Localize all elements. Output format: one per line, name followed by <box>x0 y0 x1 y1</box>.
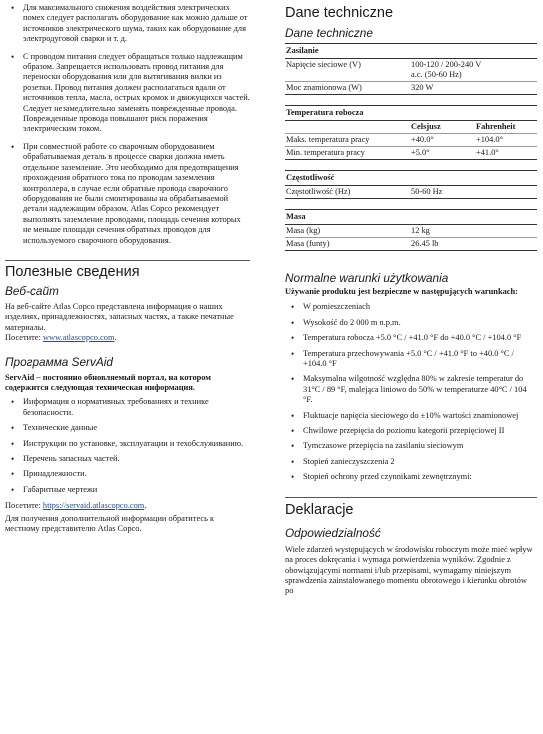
table-row <box>285 121 537 134</box>
mass-kg-value: 12 kg <box>410 225 537 238</box>
conditions-item: • Stopień zanieczyszczenia 2 <box>285 457 537 467</box>
website-text: На веб-сайте Atlas Copco представлена информация о наших изделиях, принадлежностях, запасных частях, а также печатные материалы. <box>5 301 234 332</box>
servaid-list <box>5 397 250 495</box>
max-temp-celsius: +40.0° <box>410 134 475 147</box>
power-value: 320 W <box>410 82 537 95</box>
tech-data-subtitle: Dane techniczne <box>285 26 373 40</box>
conditions-item: • Stopień ochrony przed czynnikami zewnętrznymi: <box>285 472 537 482</box>
left-column <box>5 0 250 534</box>
table-row <box>285 225 537 238</box>
conditions-title: Normalne warunki użytkowania <box>285 271 449 285</box>
declarations-title: Deklaracje <box>285 501 354 518</box>
servaid-item-instructions: • Инструкции по установке, эксплуатации и техобслуживанию. <box>5 439 250 449</box>
frequency-label: Częstotliwość (Hz) <box>285 186 410 199</box>
mass-table-header: Masa <box>285 210 537 225</box>
min-temp-fahrenheit: +41.0° <box>475 147 537 160</box>
table-row <box>285 147 537 160</box>
min-temp-label: Min. temperatura pracy <box>285 147 410 160</box>
servaid-link-suffix: . <box>144 501 147 511</box>
servaid-item-drawings: • Габаритные чертежи <box>5 485 250 495</box>
max-temp-fahrenheit: +104.0° <box>475 134 537 147</box>
voltage-label: Napięcie sieciowe (V) <box>285 59 410 82</box>
servaid-item-safety: • Информация о нормативных требованиях и технике безопасности. <box>5 397 250 418</box>
mass-lb-value: 26.45 lb <box>410 238 537 251</box>
section-divider <box>5 260 250 261</box>
servaid-title: Программа ServAid <box>5 354 113 369</box>
power-table <box>285 43 537 95</box>
website-title: Веб-сайт <box>5 283 59 298</box>
temperature-table <box>285 105 537 160</box>
servaid-item-spare-parts: • Перечень запасных частей. <box>5 454 250 464</box>
table-row <box>285 134 537 147</box>
safety-item-interference: • Для максимального снижения воздействия электрических помех следует располагать оборудование как можно дальше от источников электрического шума, таких как оборудование для электродуговой сварки и т. д. <box>5 3 250 45</box>
frequency-value: 50-60 Hz <box>410 186 537 199</box>
max-temp-label: Maks. temperatura pracy <box>285 134 410 147</box>
conditions-item: • Wysokość do 2 000 m n.p.m. <box>285 318 537 328</box>
celsius-header: Celsjusz <box>410 121 475 134</box>
tech-data-title: Dane techniczne <box>285 5 394 21</box>
conditions-item: • Fluktuacje napięcia sieciowego do ±10% wartości znamionowej <box>285 411 537 421</box>
conditions-item: • Maksymalna wilgotność względna 80% w zakresie temperatur do 31°C / 89 °F, malejąca liniowo do 50% w temperaturze 40°C / 104 °F. <box>285 374 537 405</box>
conditions-list <box>285 302 537 482</box>
servaid-portal-link[interactable]: https://servaid.atlascopco.com <box>42 501 145 511</box>
frequency-table-header: Częstotliwość <box>285 171 537 186</box>
safety-list <box>5 3 250 246</box>
conditions-item: • Tymczasowe przepięcia na zasilaniu sieciowym <box>285 441 537 451</box>
safety-item-power-cord: • С проводом питания следует обращаться только надлежащим образом. Запрещается использовать провод питания для переноски оборудования или для вытягивания вилки из розетки. Провод питания должен располагаться вдали от источников тепла, масла, острых кромок и движущихся частей. Следует незамедлительно заменять поврежденные провода. Поврежденные провода повышают риск поражения электрическим током. <box>5 52 250 135</box>
voltage-value-ac: a.c. (50-60 Hz) <box>411 70 462 79</box>
power-table-header: Zasilanie <box>285 44 537 59</box>
servaid-visit-label: Посетите: <box>5 501 41 511</box>
servaid-outro: Для получения дополнительной информации обратитесь к местному представителю Atlas Copco. <box>5 513 215 534</box>
safety-item-welding-ground: • При совместной работе со сварочным оборудованием обрабатываемая деталь в процессе сварки должна иметь отдельное заземление. Это необходимо для предотвращения прохождения обратного тока по проводам заземления контроллера, в случае если обратные провода сварочного оборудования не были смонтированы на обрабатываемой детали надлежащим образом. Atlas Copco рекомендует выполнять заземление проводами, площадь сечения которых не меньше площади сечения обратных проводов для используемого сварочного оборудования. <box>5 142 250 246</box>
servaid-intro: ServAid – постоянно обновляемый портал, на котором содержится следующая техническая информация. <box>5 372 212 392</box>
section-divider <box>285 497 537 498</box>
conditions-item: • Chwilowe przepięcia do poziomu kategorii przepięciowej II <box>285 426 537 436</box>
conditions-item: • Temperatura robocza +5.0 °C / +41.0 °F do +40.0 °C / +104.0 °F <box>285 333 537 343</box>
conditions-intro: Używanie produktu jest bezpieczne w następujących warunkach: <box>285 287 518 296</box>
website-link-suffix: . <box>114 333 117 343</box>
servaid-item-tech-data: • Технические данные <box>5 423 250 433</box>
right-column <box>285 0 537 597</box>
responsibility-title: Odpowiedzialność <box>285 525 381 540</box>
table-row <box>285 59 537 82</box>
atlascopco-website-link[interactable]: www.atlascopco.com <box>42 333 115 343</box>
power-label: Moc znamionowa (W) <box>285 82 410 95</box>
servaid-visit-line <box>5 501 250 511</box>
min-temp-celsius: +5.0° <box>410 147 475 160</box>
mass-lb-label: Masa (funty) <box>285 238 410 251</box>
servaid-item-accessories: • Принадлежности. <box>5 469 250 479</box>
conditions-item: • W pomieszczeniach <box>285 302 537 312</box>
website-visit-line <box>5 333 250 343</box>
frequency-table <box>285 170 537 199</box>
conditions-item: • Temperatura przechowywania +5.0 °C / +41.0 °F to +40.0 °C / +104.0 °F <box>285 349 537 370</box>
table-row <box>285 238 537 251</box>
temperature-table-header: Temperatura robocza <box>285 106 537 121</box>
table-row <box>285 186 537 199</box>
table-row <box>285 82 537 95</box>
fahrenheit-header: Fahrenheit <box>475 121 537 134</box>
website-visit-label: Посетите: <box>5 333 41 343</box>
voltage-value: 100-120 / 200-240 V <box>411 60 482 69</box>
mass-kg-label: Masa (kg) <box>285 225 410 238</box>
useful-info-title: Полезные сведения <box>5 263 140 280</box>
responsibility-text: Wiele zdarzeń występujących w środowisku roboczym może mieć wpływ na proces dokręcania i wymaga potwierdzenia wyników. Zgodnie z obowiązującymi normami i/lub przepisami, wymagamy niniejszym sprawdzenia zainstalowanego momentu obrotowego i kierunku obrotów po <box>285 544 533 596</box>
mass-table <box>285 209 537 251</box>
